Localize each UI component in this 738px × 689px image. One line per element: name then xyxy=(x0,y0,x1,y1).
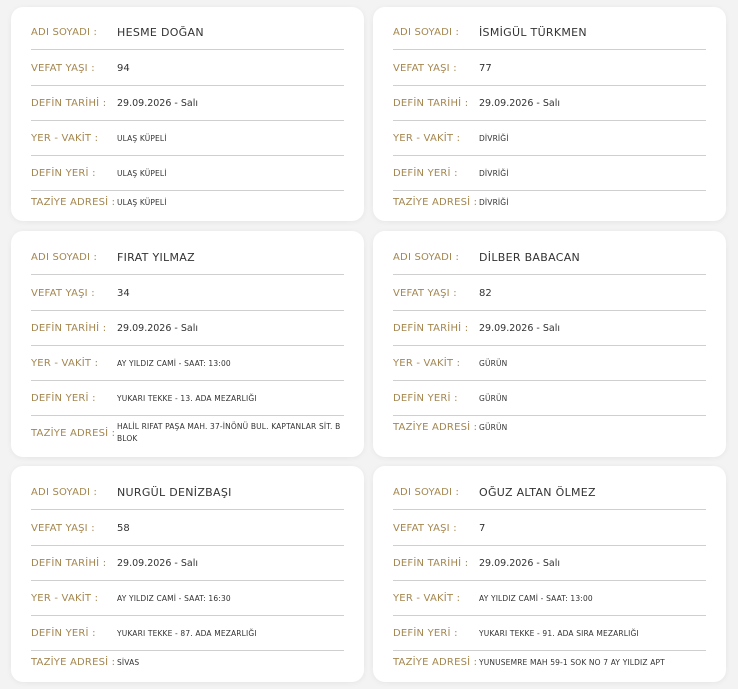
age-value: 94 xyxy=(117,62,130,74)
burial-label: DEFİN YERİ : xyxy=(31,627,96,639)
date-value: 29.09.2026 - Salı xyxy=(479,97,560,109)
obituary-card xyxy=(11,231,364,457)
condolence-value: ULAŞ KÜPELİ xyxy=(117,197,167,207)
date-label: DEFİN TARİHİ : xyxy=(393,97,469,109)
name-row xyxy=(31,15,344,50)
burial-row xyxy=(31,381,344,416)
name-row xyxy=(393,475,706,510)
obituary-card xyxy=(11,7,364,221)
condolence-row xyxy=(393,645,706,679)
name-label: ADI SOYADI : xyxy=(31,26,98,38)
burial-label: DEFİN YERİ : xyxy=(393,627,458,639)
place-time-value: GÜRÜN xyxy=(479,358,508,368)
condolence-value: YUNUSEMRE MAH 59-1 SOK NO 7 AY YILDIZ APT xyxy=(479,657,665,667)
obituary-card xyxy=(373,466,726,682)
place-time-row xyxy=(31,581,344,616)
obituary-card xyxy=(373,231,726,457)
condolence-label: TAZİYE ADRESİ : xyxy=(393,421,478,433)
name-row xyxy=(31,475,344,510)
age-row xyxy=(31,276,344,311)
condolence-row xyxy=(393,185,706,219)
burial-value: YUKARI TEKKE - 13. ADA MEZARLIĞI xyxy=(117,393,257,403)
place-time-value: AY YILDIZ CAMİ - SAAT: 13:00 xyxy=(117,358,231,368)
date-label: DEFİN TARİHİ : xyxy=(31,97,107,109)
condolence-value: GÜRÜN xyxy=(479,422,508,432)
date-row xyxy=(31,546,344,581)
condolence-row xyxy=(31,416,344,450)
date-label: DEFİN TARİHİ : xyxy=(393,322,469,334)
date-label: DEFİN TARİHİ : xyxy=(31,322,107,334)
condolence-row xyxy=(31,185,344,219)
name-label: ADI SOYADI : xyxy=(393,26,460,38)
name-value: İSMİGÜL TÜRKMEN xyxy=(479,25,587,39)
place-time-label: YER - VAKİT : xyxy=(393,132,461,144)
condolence-value: DİVRİĞİ xyxy=(479,197,509,207)
burial-label: DEFİN YERİ : xyxy=(393,167,458,179)
date-row xyxy=(393,546,706,581)
condolence-row xyxy=(393,410,706,444)
age-row xyxy=(393,276,706,311)
condolence-value: HALİL RIFAT PAŞA MAH. 37-İNÖNÜ BUL. KAPTANLAR SİT. B BLOK xyxy=(117,422,341,443)
age-row xyxy=(31,511,344,546)
burial-value: DİVRİĞİ xyxy=(479,168,509,178)
age-label: VEFAT YAŞI : xyxy=(393,62,457,74)
place-time-label: YER - VAKİT : xyxy=(31,592,99,604)
place-time-label: YER - VAKİT : xyxy=(393,592,461,604)
condolence-row xyxy=(31,645,344,679)
name-row xyxy=(393,15,706,50)
name-label: ADI SOYADI : xyxy=(31,251,98,263)
burial-label: DEFİN YERİ : xyxy=(31,392,96,404)
age-value: 34 xyxy=(117,287,130,299)
place-time-value: AY YILDIZ CAMİ - SAAT: 16:30 xyxy=(117,593,231,603)
date-label: DEFİN TARİHİ : xyxy=(31,557,107,569)
name-value: OĞUZ ALTAN ÖLMEZ xyxy=(479,485,596,499)
burial-value: ULAŞ KÜPELİ xyxy=(117,168,167,178)
place-time-value: ULAŞ KÜPELİ xyxy=(117,133,167,143)
name-row xyxy=(393,240,706,275)
place-time-value: DİVRİĞİ xyxy=(479,133,509,143)
place-time-row xyxy=(31,346,344,381)
age-label: VEFAT YAŞI : xyxy=(393,522,457,534)
obituary-card xyxy=(373,7,726,221)
place-time-row xyxy=(31,121,344,156)
place-time-label: YER - VAKİT : xyxy=(31,132,99,144)
burial-value: YUKARI TEKKE - 91. ADA SIRA MEZARLIĞI xyxy=(479,628,639,638)
place-time-label: YER - VAKİT : xyxy=(31,357,99,369)
age-label: VEFAT YAŞI : xyxy=(393,287,457,299)
place-time-row xyxy=(393,346,706,381)
obituary-card xyxy=(11,466,364,682)
place-time-row xyxy=(393,581,706,616)
age-label: VEFAT YAŞI : xyxy=(31,287,95,299)
age-value: 77 xyxy=(479,62,492,74)
date-row xyxy=(31,311,344,346)
burial-value: GÜRÜN xyxy=(479,393,508,403)
age-row xyxy=(31,51,344,86)
date-value: 29.09.2026 - Salı xyxy=(479,557,560,569)
date-row xyxy=(393,86,706,121)
name-value: FIRAT YILMAZ xyxy=(117,250,195,264)
name-label: ADI SOYADI : xyxy=(31,486,98,498)
date-row xyxy=(31,86,344,121)
date-label: DEFİN TARİHİ : xyxy=(393,557,469,569)
date-value: 29.09.2026 - Salı xyxy=(117,557,198,569)
burial-value: YUKARI TEKKE - 87. ADA MEZARLIĞI xyxy=(117,628,257,638)
condolence-label: TAZİYE ADRESİ : xyxy=(393,196,478,208)
condolence-label: TAZİYE ADRESİ : xyxy=(31,427,116,439)
condolence-label: TAZİYE ADRESİ : xyxy=(31,656,116,668)
name-value: HESME DOĞAN xyxy=(117,25,204,39)
name-value: DİLBER BABACAN xyxy=(479,250,581,264)
name-value: NURGÜL DENİZBAŞI xyxy=(117,485,232,499)
condolence-label: TAZİYE ADRESİ : xyxy=(393,656,478,668)
condolence-label: TAZİYE ADRESİ : xyxy=(31,196,116,208)
date-value: 29.09.2026 - Salı xyxy=(479,322,560,334)
place-time-value: AY YILDIZ CAMİ - SAAT: 13:00 xyxy=(479,593,593,603)
burial-label: DEFİN YERİ : xyxy=(31,167,96,179)
name-label: ADI SOYADI : xyxy=(393,486,460,498)
name-label: ADI SOYADI : xyxy=(393,251,460,263)
age-row xyxy=(393,511,706,546)
date-value: 29.09.2026 - Salı xyxy=(117,97,198,109)
condolence-value: SİVAS xyxy=(117,657,140,667)
age-label: VEFAT YAŞI : xyxy=(31,62,95,74)
age-label: VEFAT YAŞI : xyxy=(31,522,95,534)
date-value: 29.09.2026 - Salı xyxy=(117,322,198,334)
age-value: 7 xyxy=(479,522,486,534)
place-time-row xyxy=(393,121,706,156)
age-value: 58 xyxy=(117,522,130,534)
age-value: 82 xyxy=(479,287,492,299)
place-time-label: YER - VAKİT : xyxy=(393,357,461,369)
date-row xyxy=(393,311,706,346)
name-row xyxy=(31,240,344,275)
age-row xyxy=(393,51,706,86)
burial-label: DEFİN YERİ : xyxy=(393,392,458,404)
